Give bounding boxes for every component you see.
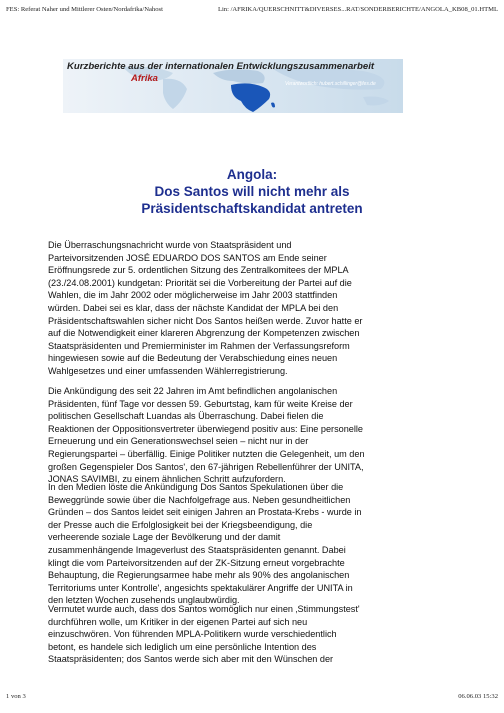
print-timestamp: 06.06.03 15:32 — [458, 693, 498, 700]
text-line: den letzten Wochen zusehends unglaubwürdig. — [48, 595, 240, 606]
text-line: Präsidentschaftswahlen sicher nicht Dos Santos heißen werde. Zuvor hatte er — [48, 315, 363, 326]
print-header-path: Lin: /AFRIKA/QUERSCHNITT&DIVERSES...RAT/SONDERBERICHTE/ANGOLA_KB08_01.HTML — [217, 6, 498, 13]
page-counter: 1 von 3 — [6, 693, 26, 700]
paragraph-1 — [48, 239, 478, 378]
banner-title: Kurzberichte aus der internationalen Entwicklungszusammenarbeit — [67, 61, 375, 72]
text-line: Staatspräsidenten und Premierminister im Rahmen der Verfassungsreform — [48, 340, 350, 351]
text-line: Reaktionen der Oppositionsvertreter überwiegend positiv aus: Eine personelle — [48, 423, 363, 434]
text-line: Wahlen, die im Jahr 2002 oder möglicherweise im Jahr 2003 stattfinden — [48, 290, 338, 301]
text-line: Präsidenten, fünf Tage vor dessen 59. Geburtstag, kam für weite Kreise der — [48, 398, 353, 409]
title-line: Dos Santos will nicht mehr als — [154, 184, 350, 199]
text-line: verheerende soziale Lage der Bevölkerung und der damit — [48, 532, 281, 543]
text-line: durchführen wolle, um Kritiker in der eigenen Partei auf sich neu — [48, 616, 308, 627]
madagascar-shape — [271, 103, 275, 108]
title-line: Präsidentschaftskandidat antreten — [141, 201, 363, 216]
text-line: der Presse auch die Erfolglosigkeit bei der Kriegsbeendigung, die — [48, 519, 313, 530]
print-header — [6, 6, 498, 18]
text-line: Die Überraschungsnachricht wurde von Staatspräsident und — [48, 240, 292, 250]
text-line: Behauptung, die Regierungsarmee habe mehr als 90% des angolanischen — [48, 570, 350, 581]
south-america-shape — [163, 79, 187, 109]
africa-shape — [231, 83, 270, 112]
text-line: Parteivorsitzenden JOSÉ EDUARDO DOS SANTOS am Ende seiner — [48, 252, 327, 263]
text-line: zusammenhängende Imageverlust des Staatspräsidenten genannt. Dabei — [48, 544, 346, 555]
text-line: großen Gegenspieler Dos Santos', den 67-jährigen Rebellenführer der UNITA, — [48, 461, 364, 472]
text-line: Beweggründe sowie über die Nachfolgefrage aus. Neben gesundheitlichen — [48, 494, 351, 505]
report-banner — [63, 59, 403, 113]
banner-region: Afrika — [131, 73, 158, 84]
article-title — [0, 166, 504, 217]
text-line: auf die Notwendigkeit einer klareren Abgrenzung der Kompetenzen zwischen — [48, 328, 360, 339]
text-line: hingewiesen sowie auf die Bedeutung der Verabschiedung eines neuen — [48, 353, 338, 364]
text-line: Regierungspartei – überfällig. Einige Politiker nutzten die Gelegenheit, um den — [48, 448, 365, 459]
paragraph-4 — [48, 603, 478, 666]
text-line: klingt die vom Parteivorsitzenden auf der ZK-Sitzung erneut vorgebrachte — [48, 557, 345, 568]
text-line: Die Ankündigung des seit 22 Jahren im Amt befindlichen angolanischen — [48, 386, 338, 396]
paragraph-3 — [48, 481, 478, 607]
print-footer — [6, 693, 498, 705]
text-line: In den Medien löste die Ankündigung Dos Santos Spekulationen über die — [48, 482, 344, 492]
australia-shape — [363, 97, 389, 106]
text-line: (23./24.08.2001) kundgetan: Priorität sei die Vorbereitung der Partei auf die — [48, 277, 352, 288]
text-line: würden. Dabei sei es klar, dass der nächste Kandidat der MPLA bei den — [48, 302, 339, 313]
text-line: betont, es handele sich lediglich um eine persönliche Intention des — [48, 641, 317, 652]
text-line: politischen Gesellschaft Luandas als Überraschung. Dabei fielen die — [48, 411, 324, 422]
text-line: einzuschwören. Von führenden MPLA-Politikern wurde verschiedentlich — [48, 629, 337, 640]
title-line: Angola: — [226, 167, 278, 182]
text-line: Vermutet wurde auch, dass dos Santos womöglich nur einen ‚Stimmungstest' — [48, 604, 360, 614]
text-line: Erneuerung und ein Generationswechsel seien – nicht nur in der — [48, 436, 309, 447]
banner-credit: Verantwortlich: hubert.schillinger@fes.de — [285, 81, 376, 87]
text-line: Staatspräsidenten; dos Santos werde sich aber mit den Wünschen der — [48, 654, 334, 665]
text-line: JONAS SAVIMBI, zu einem ähnlichen Schritt aufzufordern. — [48, 474, 286, 485]
print-header-source: FES: Referat Naher und Mittlerer Osten/Nordafrika/Nahost — [6, 6, 163, 13]
text-line: Gründen – dos Santos leidet seit einigen Jahren an Prostata-Krebs - wurde in — [48, 507, 362, 518]
paragraph-2 — [48, 385, 478, 486]
text-line: Wahlgesetzes und einer umfassenden Wählerregistrierung. — [48, 365, 288, 376]
text-line: Territoriums unter Kontrolle', angesichts spektakulärer Angriffe der UNITA in — [48, 582, 353, 593]
text-line: Eröffnungsrede zur 5. ordentlichen Sitzung des Zentralkomitees der MPLA — [48, 265, 349, 276]
